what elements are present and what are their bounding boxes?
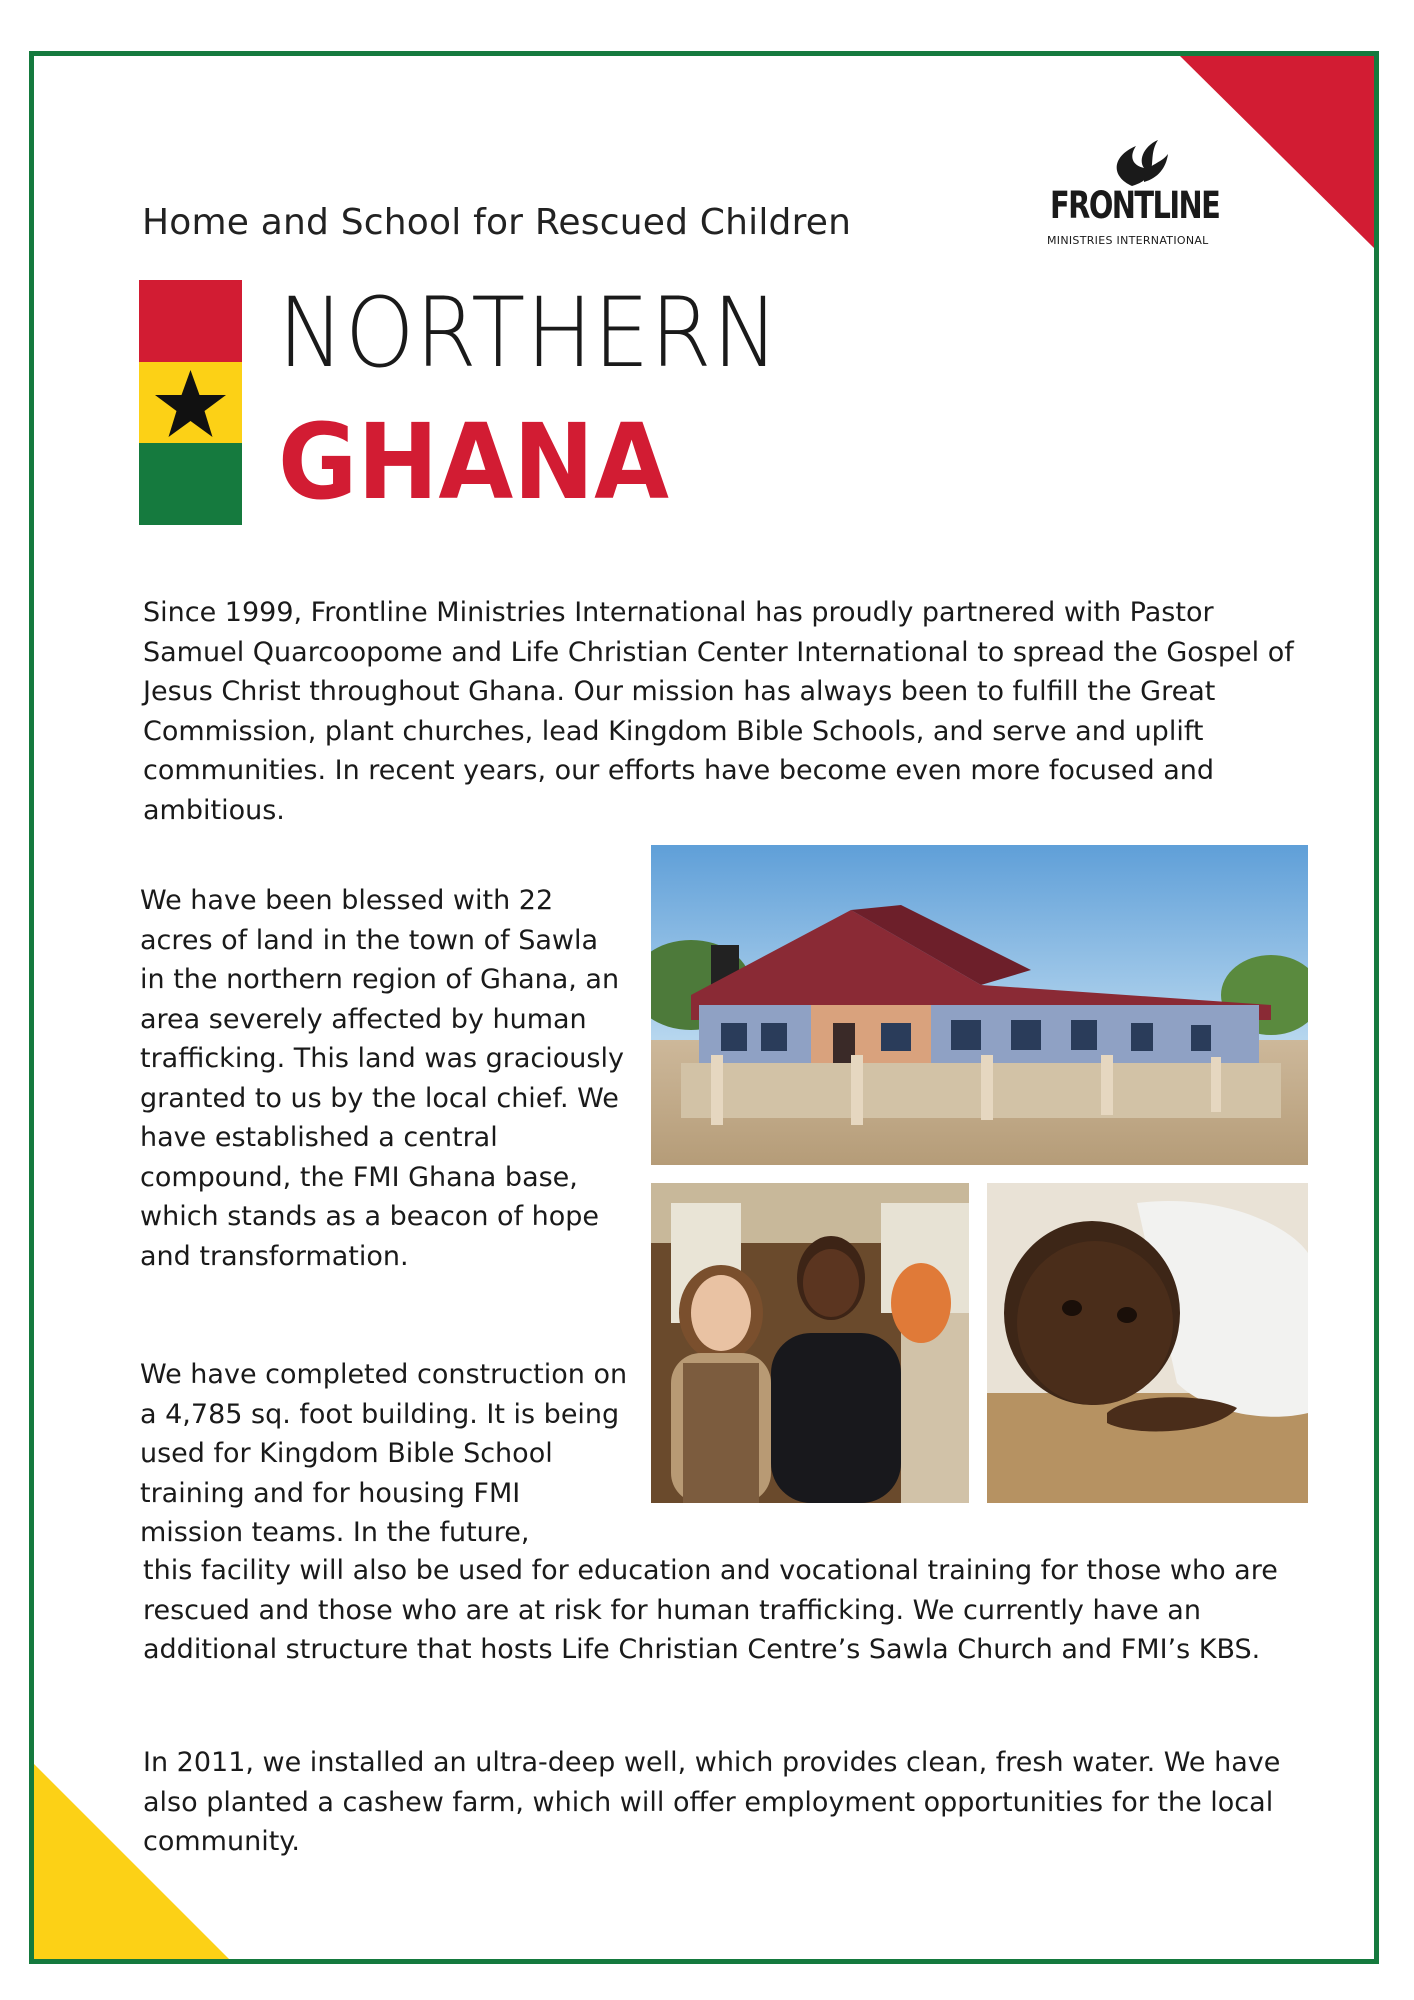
land-paragraph: We have been blessed with 22 acres of land in the town of Sawla in the northern region of Ghana, an area severely affected by human trafficking. This land was graciously granted to us by the local chief. We have established a central compound, the FMI Ghana base, which stands as a beacon of hope and transformation. (140, 885, 624, 1272)
black-star-icon (139, 362, 242, 443)
page-subtitle: Home and School for Rescued Children (142, 202, 852, 243)
facility-paragraph: this facility will also be used for education and vocational training for those who are rescued and those who are at risk for human trafficking. We currently have an additional structure that hosts Life Christian Centre’s Sawla Church and FMI’s KBS. (143, 1555, 1278, 1665)
frontline-logo (1040, 134, 1240, 254)
flag-green-stripe (139, 443, 242, 525)
building-photo (651, 845, 1308, 1165)
title-ghana: GHANA (278, 401, 669, 523)
child-photo (987, 1183, 1308, 1503)
logo-subtext: MINISTRIES INTERNATIONAL (1047, 234, 1209, 247)
logo-wordmark: FRONTLINE (1050, 184, 1220, 227)
women-photo (651, 1183, 969, 1503)
well-paragraph: In 2011, we installed an ultra-deep well, which provides clean, fresh water. We have also planted a cashew farm, which will offer employment opportunities for the local community. (143, 1747, 1281, 1857)
title-northern: NORTHERN (278, 277, 780, 389)
intro-paragraph: Since 1999, Frontline Ministries International has proudly partnered with Pastor Samuel Quarcoopome and Life Christian Center International to spread the Gospel of Jesus Christ throughout Ghana. Our mission has always been to fulfill the Great Commission, plant churches, lead Kingdom Bible Schools, and serve and uplift communities. In recent years, our efforts have become even more focused and ambitious. (143, 597, 1294, 826)
construction-paragraph: We have completed construction on a 4,785 sq. foot building. It is being used for Kingdom Bible School training and for housing FMI mission teams. In the future, (140, 1359, 628, 1548)
flag-red-stripe (139, 280, 242, 362)
ghana-flag (139, 280, 242, 525)
